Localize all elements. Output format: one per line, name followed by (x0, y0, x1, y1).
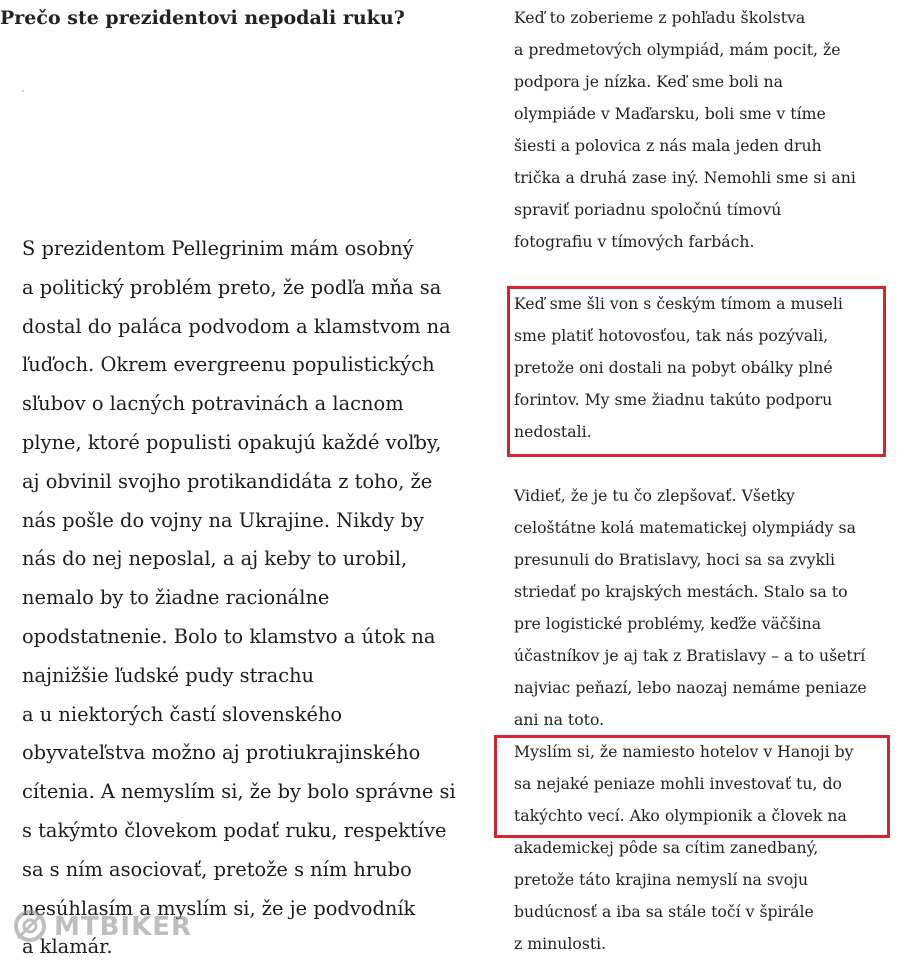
text-line: obyvateľstva možno aj protiukrajinského (22, 741, 421, 765)
text-line: šiesti a polovica z nás mala jeden druh (514, 136, 822, 155)
watermark-text: MTBIKER (54, 912, 193, 942)
text-line: forintov. My sme žiadnu takúto podporu (514, 390, 833, 409)
text-line: Vidieť, že je tu čo zlepšovať. Všetky (514, 486, 795, 505)
text-line: a u niektorých častí slovenského (22, 702, 343, 726)
text-line: sme platiť hotovosťou, tak nás pozývali, (514, 326, 829, 345)
text-line: akademickej pôde sa cítim zanedbaný, (514, 838, 819, 857)
article-headline: Prečo ste prezidentovi nepodali ruku? (0, 7, 405, 29)
text-line: ľuďoch. Okrem evergreenu populistických (22, 353, 435, 377)
text-line: z minulosti. (514, 934, 607, 953)
text-line: účastníkov je aj tak z Bratislavy – a to ušetrí (514, 646, 866, 665)
text-line: Keď sme šli von s českým tímom a museli (514, 294, 843, 313)
text-line: nás pošle do vojny na Ukrajine. Nikdy by (22, 508, 424, 532)
text-line: budúcnosť a iba sa stále točí v špirále (514, 902, 814, 921)
text-line: a politický problém preto, že podľa mňa sa (22, 275, 442, 299)
text-line: nás do nej neposlal, a aj keby to urobil, (22, 547, 408, 571)
highlight-box-hanoi (494, 735, 890, 838)
text-line: cítenia. A nemyslím si, že by bolo správne si (22, 780, 456, 804)
text-line: dostal do paláca podvodom a klamstvom na (22, 314, 451, 338)
text-line: nedostali. (514, 422, 592, 441)
text-line: aj obvinil svojho protikandidáta z toho, že (22, 469, 433, 493)
text-line: celoštátne kolá matematickej olympiády sa (514, 518, 856, 537)
text-line: nemalo by to žiadne racionálne (22, 586, 330, 610)
text-line: striedať po krajských mestách. Stalo sa to (514, 582, 848, 601)
text-line: sľubov o lacných potravinách a lacnom (22, 392, 404, 416)
text-line: najnižšie ľudské pudy strachu (22, 663, 315, 687)
decorative-speck (22, 90, 24, 92)
text-line: ani na toto. (514, 710, 605, 729)
text-line: Myslím si, že namiesto hotelov v Hanoji by (514, 742, 854, 761)
text-line: takýchto vecí. Ako olympionik a človek na (514, 806, 847, 825)
text-line: sa s ním asociovať, pretože s ním hrubo (22, 857, 412, 881)
text-line: trička a druhá zase iný. Nemohli sme si ani (514, 168, 856, 187)
text-line: spraviť poriadnu spoločnú tímovú (514, 200, 782, 219)
text-line: fotografiu v tímových farbách. (514, 232, 755, 251)
text-line: a predmetových olympiád, mám pocit, že (514, 40, 841, 59)
text-line: pretože táto krajina nemyslí na svoju (514, 870, 809, 889)
text-line: presunuli do Bratislavy, hoci sa sa zvykli (514, 550, 836, 569)
text-line: pre logistické problémy, keďže väčšina (514, 614, 822, 633)
text-line: S prezidentom Pellegrinim mám osobný (22, 237, 414, 260)
text-line: nesúhlasím a myslím si, že je podvodník (22, 896, 416, 920)
text-line: plyne, ktoré populisti opakujú každé voľby, (22, 430, 442, 454)
text-line: s takýmto človekom podať ruku, respektíve (22, 818, 447, 842)
text-line: najviac peňazí, lebo naozaj nemáme peniaze (514, 678, 867, 697)
text-line: Keď to zoberieme z pohľadu školstva (514, 8, 806, 27)
text-line: opodstatnenie. Bolo to klamstvo a útok na (22, 624, 436, 648)
text-line: pretože oni dostali na pobyt obálky plné (514, 358, 833, 377)
text-line: sa nejaké peniaze mohli investovať tu, do (514, 774, 842, 793)
highlight-box-czech-team (507, 286, 886, 457)
paragraph-improvement (514, 480, 894, 736)
text-line: podpora je nízka. Keď sme boli na (514, 72, 783, 91)
text-line: a klamár. (22, 935, 113, 959)
paragraph-support (514, 2, 894, 258)
answer-paragraph (22, 230, 482, 967)
text-line: olympiáde v Maďarsku, boli sme v tíme (514, 104, 826, 123)
watermark (12, 906, 242, 946)
mtbiker-logo-icon (12, 908, 48, 944)
